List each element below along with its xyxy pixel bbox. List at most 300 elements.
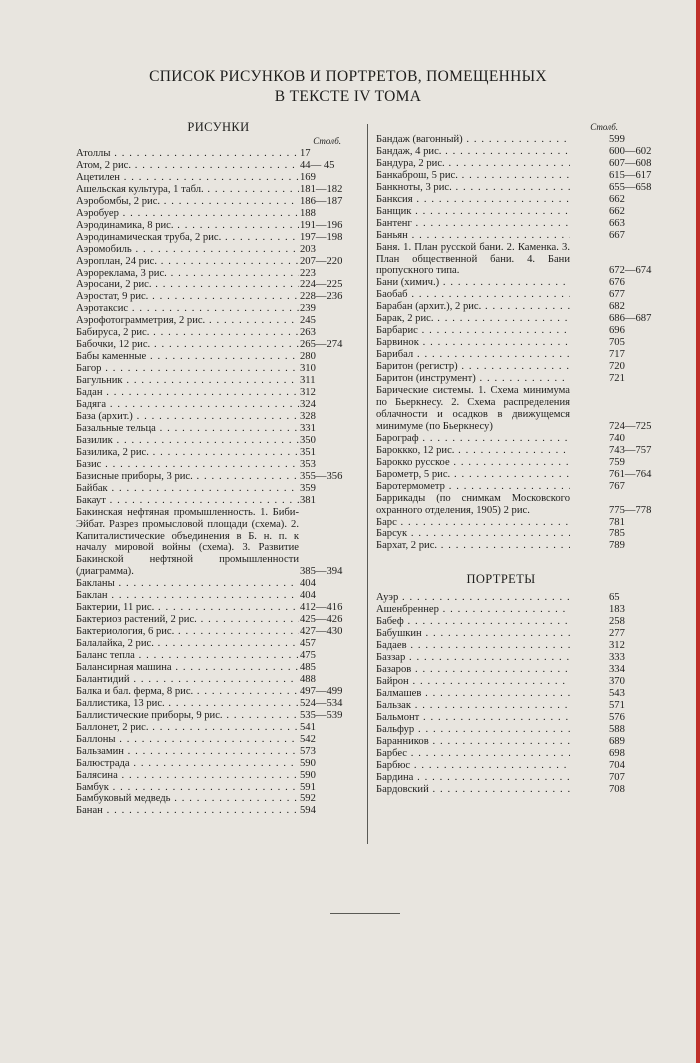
list-item bbox=[76, 805, 361, 817]
entry-column: 696 bbox=[609, 325, 625, 337]
entry-column: 331 bbox=[300, 422, 316, 434]
entry-name: Барсук . . . bbox=[376, 528, 570, 540]
list-item bbox=[76, 483, 361, 495]
list-item bbox=[376, 724, 626, 736]
entry-name: Бани (химич.) . . . bbox=[376, 277, 570, 289]
entry-name: Балка и бал. ферма, 8 рис. . . . bbox=[76, 686, 299, 698]
entry-column: 334 bbox=[609, 664, 625, 676]
section-heading-risunki: РИСУНКИ bbox=[187, 120, 250, 134]
entry-column: 324 bbox=[300, 399, 316, 411]
entry-name: Бабочки, 12 рис. . . . bbox=[76, 339, 299, 351]
list-item bbox=[376, 676, 626, 688]
entry-column: 311 bbox=[300, 375, 316, 387]
entry-name: Бабеф . . . bbox=[376, 616, 570, 628]
entry-column: 607—608 bbox=[609, 157, 652, 169]
list-item bbox=[76, 184, 361, 196]
entry-name: Бальфур . . . bbox=[376, 724, 570, 736]
entry-name: Бадаев . . . bbox=[376, 640, 570, 652]
entry-name: Барс . . . bbox=[376, 517, 570, 529]
entry-name: Бакланы . . . bbox=[76, 578, 299, 590]
entry-column: 328 bbox=[300, 410, 316, 422]
list-item bbox=[76, 614, 361, 626]
list-item bbox=[376, 134, 626, 146]
entry-column: 263 bbox=[300, 327, 316, 339]
list-item bbox=[76, 758, 361, 770]
entry-column: 350 bbox=[300, 434, 316, 446]
entry-column: 351 bbox=[300, 446, 316, 458]
entry-column: 312 bbox=[609, 640, 625, 652]
list-item bbox=[376, 616, 626, 628]
entry-name: Баззар . . . bbox=[376, 652, 570, 664]
entry-column: 676 bbox=[609, 277, 625, 289]
entry-name: Ауэр . . . bbox=[376, 592, 570, 604]
list-item bbox=[376, 748, 626, 760]
entry-column: 541 bbox=[300, 721, 316, 733]
list-item bbox=[76, 220, 361, 232]
figures-list-right bbox=[376, 134, 652, 552]
entry-column: 663 bbox=[609, 217, 625, 229]
entry-column: 488 bbox=[300, 673, 316, 685]
entry-column: 425—426 bbox=[300, 614, 343, 626]
bottom-rule bbox=[330, 913, 400, 914]
list-item bbox=[376, 301, 626, 313]
entry-column: 353 bbox=[300, 458, 316, 470]
entry-name: Аэростат, 9 рис. . . . bbox=[76, 291, 299, 303]
list-item bbox=[376, 492, 652, 517]
entry-name: Бактерии, 11 рис. . . . bbox=[76, 602, 299, 614]
entry-column: 228—236 bbox=[300, 291, 343, 303]
entry-name: Бактериоз растений, 2 рис. . . . bbox=[76, 614, 299, 626]
entry-name: Барбарис . . . bbox=[376, 325, 570, 337]
list-item bbox=[376, 145, 652, 158]
list-item bbox=[76, 734, 361, 746]
list-item bbox=[76, 686, 361, 698]
list-item bbox=[76, 315, 361, 327]
entry-column: 370 bbox=[609, 676, 625, 688]
entry-column: 775—778 bbox=[609, 504, 652, 516]
entry-name: Балантидий . . . bbox=[76, 674, 299, 686]
entry-column: 181—182 bbox=[300, 183, 343, 195]
list-item bbox=[76, 291, 361, 303]
entry-column: 186—187 bbox=[300, 195, 343, 207]
right-column bbox=[376, 120, 652, 796]
entry-name: Ашельская культура, 1 табл. . . . bbox=[76, 184, 299, 196]
entry-column: 672—674 bbox=[609, 265, 652, 277]
list-item bbox=[376, 736, 626, 748]
entry-column: 475 bbox=[300, 650, 316, 662]
entry-column: 707 bbox=[609, 771, 625, 783]
list-item bbox=[76, 662, 361, 674]
entry-column: 524—534 bbox=[300, 697, 343, 709]
list-item bbox=[376, 640, 626, 652]
column-divider bbox=[367, 124, 368, 844]
entry-column: 457 bbox=[300, 638, 316, 650]
entry-name: Ашенбреннер . . . bbox=[376, 604, 570, 616]
list-item bbox=[376, 277, 626, 289]
entry-column: 385—394 bbox=[300, 566, 343, 578]
list-item bbox=[376, 385, 652, 433]
entry-name: Базальные тельца . . . bbox=[76, 423, 299, 435]
list-item bbox=[376, 230, 626, 242]
entry-name: Балюстрада . . . bbox=[76, 758, 299, 770]
entry-column: 759 bbox=[609, 456, 625, 468]
list-item bbox=[76, 626, 361, 638]
entry-column: 497—499 bbox=[300, 685, 343, 697]
list-item bbox=[76, 148, 361, 160]
page-title-line-2: В ТЕКСТЕ IV ТОМА bbox=[274, 88, 422, 105]
entry-name: Базаров . . . bbox=[376, 664, 570, 676]
entry-name: Банксия . . . bbox=[376, 194, 570, 206]
entry-column: 203 bbox=[300, 243, 316, 255]
entry-column: 44— 45 bbox=[300, 159, 335, 171]
column-label: Столб. bbox=[313, 136, 341, 146]
list-item bbox=[76, 459, 361, 471]
entry-column: 404 bbox=[300, 578, 316, 590]
list-item bbox=[376, 517, 626, 529]
entry-column: 535—539 bbox=[300, 709, 343, 721]
entry-column: 573 bbox=[300, 745, 316, 757]
entry-name: Банщик . . . bbox=[376, 206, 570, 218]
list-item bbox=[76, 770, 361, 782]
list-item bbox=[76, 172, 361, 184]
entry-name: Бабушкин . . . bbox=[376, 628, 570, 640]
entry-name: Аэромобиль . . . bbox=[76, 244, 299, 256]
entry-name: Баллистика, 13 рис. . . . bbox=[76, 698, 299, 710]
entry-name: Барометр, 5 рис. . . . bbox=[376, 469, 570, 481]
list-item bbox=[376, 760, 626, 772]
list-item bbox=[376, 206, 626, 218]
list-item bbox=[76, 208, 361, 220]
entry-column: 265—274 bbox=[300, 339, 343, 351]
entry-column: 312 bbox=[300, 387, 316, 399]
entry-name: Бандаж, 4 рис. . . . bbox=[376, 146, 570, 158]
list-item bbox=[376, 325, 626, 337]
list-item bbox=[376, 241, 652, 278]
entry-name: Бандаж (вагонный) . . . bbox=[376, 134, 570, 146]
entry-column: 686—687 bbox=[609, 313, 652, 325]
entry-name: Банан . . . bbox=[76, 805, 299, 817]
column-header bbox=[376, 120, 626, 134]
entry-column: 789 bbox=[609, 540, 625, 552]
entry-name: Барбюс . . . bbox=[376, 760, 570, 772]
entry-column: 615—617 bbox=[609, 169, 652, 181]
entry-column: 404 bbox=[300, 590, 316, 602]
entry-name: Барвинок . . . bbox=[376, 337, 570, 349]
entry-name: Бальзак . . . bbox=[376, 700, 570, 712]
list-item bbox=[76, 160, 361, 172]
page-edge-stripe bbox=[696, 0, 700, 1063]
entry-name: Аэротаксис . . . bbox=[76, 303, 299, 315]
list-item bbox=[376, 194, 626, 206]
entry-column: 591 bbox=[300, 781, 316, 793]
list-item bbox=[76, 495, 361, 507]
entry-column: 698 bbox=[609, 747, 625, 759]
list-item bbox=[76, 435, 361, 447]
column-label: Столб. bbox=[590, 122, 618, 132]
figures-list-left bbox=[76, 148, 361, 817]
entry-name: Аэродинамика, 8 рис. . . . bbox=[76, 220, 299, 232]
list-item bbox=[376, 652, 626, 664]
entry-column: 704 bbox=[609, 759, 625, 771]
entry-column: 224—225 bbox=[300, 279, 343, 291]
entry-column: 705 bbox=[609, 337, 625, 349]
entry-column: 599 bbox=[609, 134, 625, 145]
list-item bbox=[76, 447, 361, 459]
entry-column: 724—725 bbox=[609, 420, 652, 432]
entry-name: Балмашев . . . bbox=[376, 688, 570, 700]
entry-name: Базилик . . . bbox=[76, 435, 299, 447]
list-item bbox=[376, 373, 626, 385]
list-item bbox=[76, 351, 361, 363]
entry-name: Баррикады (по снимкам Московского охранного отделения, 1905) 2 рис. bbox=[376, 492, 570, 516]
list-item bbox=[376, 481, 626, 493]
entry-column: 17 bbox=[300, 148, 311, 159]
entry-column: 197—198 bbox=[300, 231, 343, 243]
entry-name: База (архит.) . . . bbox=[76, 411, 299, 423]
entry-name: Байрон . . . bbox=[376, 676, 570, 688]
entry-name: Баньян . . . bbox=[376, 230, 570, 242]
left-column bbox=[76, 120, 361, 817]
entry-column: 277 bbox=[609, 628, 625, 640]
entry-column: 188 bbox=[300, 207, 316, 219]
entry-name: Аэрофотограмметрия, 2 рис. . . . bbox=[76, 315, 299, 327]
entry-name: Баллоны . . . bbox=[76, 734, 299, 746]
list-item bbox=[76, 399, 361, 411]
list-item bbox=[76, 507, 361, 579]
entry-column: 588 bbox=[609, 723, 625, 735]
entry-name: Баобаб . . . bbox=[376, 289, 570, 301]
entry-name: Аэродинамическая труба, 2 рис. . . . bbox=[76, 232, 299, 244]
list-item bbox=[76, 471, 361, 483]
entry-column: 169 bbox=[300, 171, 316, 183]
entry-column: 191—196 bbox=[300, 219, 343, 231]
list-item bbox=[76, 232, 361, 244]
entry-column: 708 bbox=[609, 783, 625, 795]
entry-column: 65 bbox=[609, 592, 620, 604]
entry-name: Балясина . . . bbox=[76, 770, 299, 782]
list-item bbox=[76, 423, 361, 435]
list-item bbox=[76, 746, 361, 758]
entry-name: Бабируса, 2 рис. . . . bbox=[76, 327, 299, 339]
list-item bbox=[76, 363, 361, 375]
list-item bbox=[76, 196, 361, 208]
entry-name: Барабан (архит.), 2 рис. . . . bbox=[376, 301, 570, 313]
page-title: СПИСОК РИСУНКОВ И ПОРТРЕТОВ, ПОМЕЩЕННЫХ bbox=[149, 68, 547, 85]
entry-column: 682 bbox=[609, 301, 625, 313]
entry-column: 594 bbox=[300, 805, 316, 817]
entry-name: Аэросани, 2 рис. . . . bbox=[76, 279, 299, 291]
list-item bbox=[76, 638, 361, 650]
entry-column: 721 bbox=[609, 373, 625, 385]
list-item bbox=[76, 387, 361, 399]
list-item bbox=[76, 602, 361, 614]
entry-column: 655—658 bbox=[609, 181, 652, 193]
list-item bbox=[376, 628, 626, 640]
entry-name: Бамбуковый медведь . . . bbox=[76, 793, 299, 805]
entry-name: Багор . . . bbox=[76, 363, 299, 375]
section-gap bbox=[376, 552, 626, 572]
entry-name: Базис . . . bbox=[76, 459, 299, 471]
entry-column: 767 bbox=[609, 480, 625, 492]
entry-column: 542 bbox=[300, 733, 316, 745]
entry-name: Атом, 2 рис. . . . bbox=[76, 160, 299, 172]
list-item bbox=[376, 468, 652, 481]
list-item bbox=[76, 268, 361, 280]
entry-column: 485 bbox=[300, 661, 316, 673]
column-header bbox=[76, 134, 361, 148]
entry-column: 427—430 bbox=[300, 626, 343, 638]
entry-column: 761—764 bbox=[609, 468, 652, 480]
entry-column: 667 bbox=[609, 229, 625, 241]
entry-column: 740 bbox=[609, 432, 625, 444]
entry-column: 662 bbox=[609, 205, 625, 217]
entry-column: 743—757 bbox=[609, 444, 652, 456]
list-item bbox=[376, 540, 626, 552]
entry-column: 571 bbox=[609, 699, 625, 711]
entry-name: Бакинская нефтяная промышленность. 1. Биби-Эйбат. Разрез промысловой площади (схема). 2. Капиталистические объединения в Б. н. п. к началу мировой войны (схема). 3. Развитие Бакинской нефтяной промышленности (диаграмма). bbox=[76, 506, 299, 578]
entry-name: Бальмонт . . . bbox=[376, 712, 570, 724]
list-item bbox=[376, 444, 652, 457]
entry-column: 355—356 bbox=[300, 470, 343, 482]
list-item bbox=[76, 339, 361, 351]
entry-name: Бардовский . . . bbox=[376, 784, 570, 796]
list-item bbox=[376, 604, 626, 616]
list-item bbox=[376, 181, 652, 194]
list-item bbox=[376, 361, 626, 373]
list-item bbox=[76, 578, 361, 590]
entry-name: Аэрореклама, 3 рис. . . . bbox=[76, 268, 299, 280]
entry-name: Базилика, 2 рис. . . . bbox=[76, 447, 299, 459]
list-item bbox=[376, 337, 626, 349]
list-item bbox=[76, 722, 361, 734]
entry-name: Баротермометр . . . bbox=[376, 481, 570, 493]
entry-column: 785 bbox=[609, 528, 625, 540]
list-item bbox=[76, 590, 361, 602]
list-item bbox=[376, 349, 626, 361]
entry-name: Баранников . . . bbox=[376, 736, 570, 748]
list-item bbox=[376, 457, 626, 469]
entry-column: 717 bbox=[609, 349, 625, 361]
list-item bbox=[76, 327, 361, 339]
entry-name: Баня. 1. План русской бани. 2. Каменка. 3. План общественной бани. 4. Бани пропускного типа. bbox=[376, 241, 570, 277]
entry-name: Баритон (регистр) . . . bbox=[376, 361, 570, 373]
list-item bbox=[376, 313, 652, 325]
entry-column: 689 bbox=[609, 735, 625, 747]
entry-name: Ацетилен . . . bbox=[76, 172, 299, 184]
list-item bbox=[76, 793, 361, 805]
entry-name: Барокко русское . . . bbox=[376, 457, 570, 469]
list-item bbox=[76, 256, 361, 268]
entry-column: 592 bbox=[300, 793, 316, 805]
list-item bbox=[76, 710, 361, 722]
entry-name: Базисные приборы, 3 рис. . . . bbox=[76, 471, 299, 483]
entry-name: Бамбук . . . bbox=[76, 782, 299, 794]
entry-name: Бакаут . . . bbox=[76, 495, 299, 507]
entry-column: 280 bbox=[300, 351, 316, 363]
entry-name: Барбес . . . bbox=[376, 748, 570, 760]
entry-name: Бантенг . . . bbox=[376, 218, 570, 230]
entry-name: Барак, 2 рис. . . . bbox=[376, 313, 570, 325]
entry-column: 576 bbox=[609, 711, 625, 723]
entry-name: Банкноты, 3 рис. . . . bbox=[376, 182, 570, 194]
entry-column: 412—416 bbox=[300, 602, 343, 614]
entry-name: Бадяга . . . bbox=[76, 399, 299, 411]
entry-name: Бандура, 2 рис. . . . bbox=[376, 158, 570, 170]
entry-name: Баллистические приборы, 9 рис. . . . bbox=[76, 710, 299, 722]
entry-name: Бальзамин . . . bbox=[76, 746, 299, 758]
entry-column: 239 bbox=[300, 303, 316, 315]
list-item bbox=[376, 688, 626, 700]
entry-name: Барограф . . . bbox=[376, 433, 570, 445]
entry-name: Барибал . . . bbox=[376, 349, 570, 361]
list-item bbox=[376, 700, 626, 712]
list-item bbox=[376, 433, 626, 445]
list-item bbox=[376, 772, 626, 784]
list-item bbox=[376, 528, 626, 540]
entry-column: 590 bbox=[300, 757, 316, 769]
entry-name: Балансирная машина . . . bbox=[76, 662, 299, 674]
entry-name: Багульник . . . bbox=[76, 375, 299, 387]
entry-column: 258 bbox=[609, 616, 625, 628]
entry-name: Бардина . . . bbox=[376, 772, 570, 784]
list-item bbox=[376, 218, 626, 230]
list-item bbox=[76, 279, 361, 291]
entry-column: 245 bbox=[300, 315, 316, 327]
list-item bbox=[376, 784, 626, 796]
list-item bbox=[376, 157, 652, 170]
list-item bbox=[76, 782, 361, 794]
entry-name: Баланс тепла . . . bbox=[76, 650, 299, 662]
entry-column: 310 bbox=[300, 363, 316, 375]
entry-column: 590 bbox=[300, 769, 316, 781]
entry-column: 720 bbox=[609, 361, 625, 373]
list-item bbox=[76, 303, 361, 315]
entry-name: Бархат, 2 рис. . . . bbox=[376, 540, 570, 552]
entry-name: Баритон (инструмент) . . . bbox=[376, 373, 570, 385]
entry-name: Бактериология, 6 рис. . . . bbox=[76, 626, 299, 638]
entry-name: Аэроплан, 24 рис. . . . bbox=[76, 256, 299, 268]
list-item bbox=[376, 289, 626, 301]
list-item bbox=[76, 698, 361, 710]
entry-column: 600—602 bbox=[609, 145, 652, 157]
entry-name: Байбак . . . bbox=[76, 483, 299, 495]
list-item bbox=[76, 650, 361, 662]
entry-name: Баллонет, 2 рис. . . . bbox=[76, 722, 299, 734]
portraits-list bbox=[376, 592, 626, 795]
entry-name: Аэробомбы, 2 рис. . . . bbox=[76, 196, 299, 208]
list-item bbox=[76, 244, 361, 256]
entry-name: Аэробуер . . . bbox=[76, 208, 299, 220]
entry-name: Барические системы. 1. Схема минимума по Бьеркнесу. 2. Схема распределения облачности и осадков в движущемся минимуме (по Бьеркнесу) bbox=[376, 385, 570, 432]
entry-column: 359 bbox=[300, 482, 316, 494]
entry-name: Бадан . . . bbox=[76, 387, 299, 399]
entry-column: 677 bbox=[609, 289, 625, 301]
entry-name: Банкаброш, 5 рис. . . . bbox=[376, 170, 570, 182]
list-item bbox=[376, 664, 626, 676]
list-item bbox=[376, 169, 652, 182]
entry-name: Бароккко, 12 рис. . . . bbox=[376, 445, 570, 457]
entry-name: Балалайка, 2 рис. . . . bbox=[76, 638, 299, 650]
list-item bbox=[76, 674, 361, 686]
entry-column: 223 bbox=[300, 267, 316, 279]
section-heading-portrety: ПОРТРЕТЫ bbox=[466, 572, 536, 587]
entry-name: Баклан . . . bbox=[76, 590, 299, 602]
list-item bbox=[76, 375, 361, 387]
entry-column: 183 bbox=[609, 604, 625, 616]
entry-name: Бабы каменные . . . bbox=[76, 351, 299, 363]
list-item bbox=[376, 712, 626, 724]
entry-column: 543 bbox=[609, 687, 625, 699]
